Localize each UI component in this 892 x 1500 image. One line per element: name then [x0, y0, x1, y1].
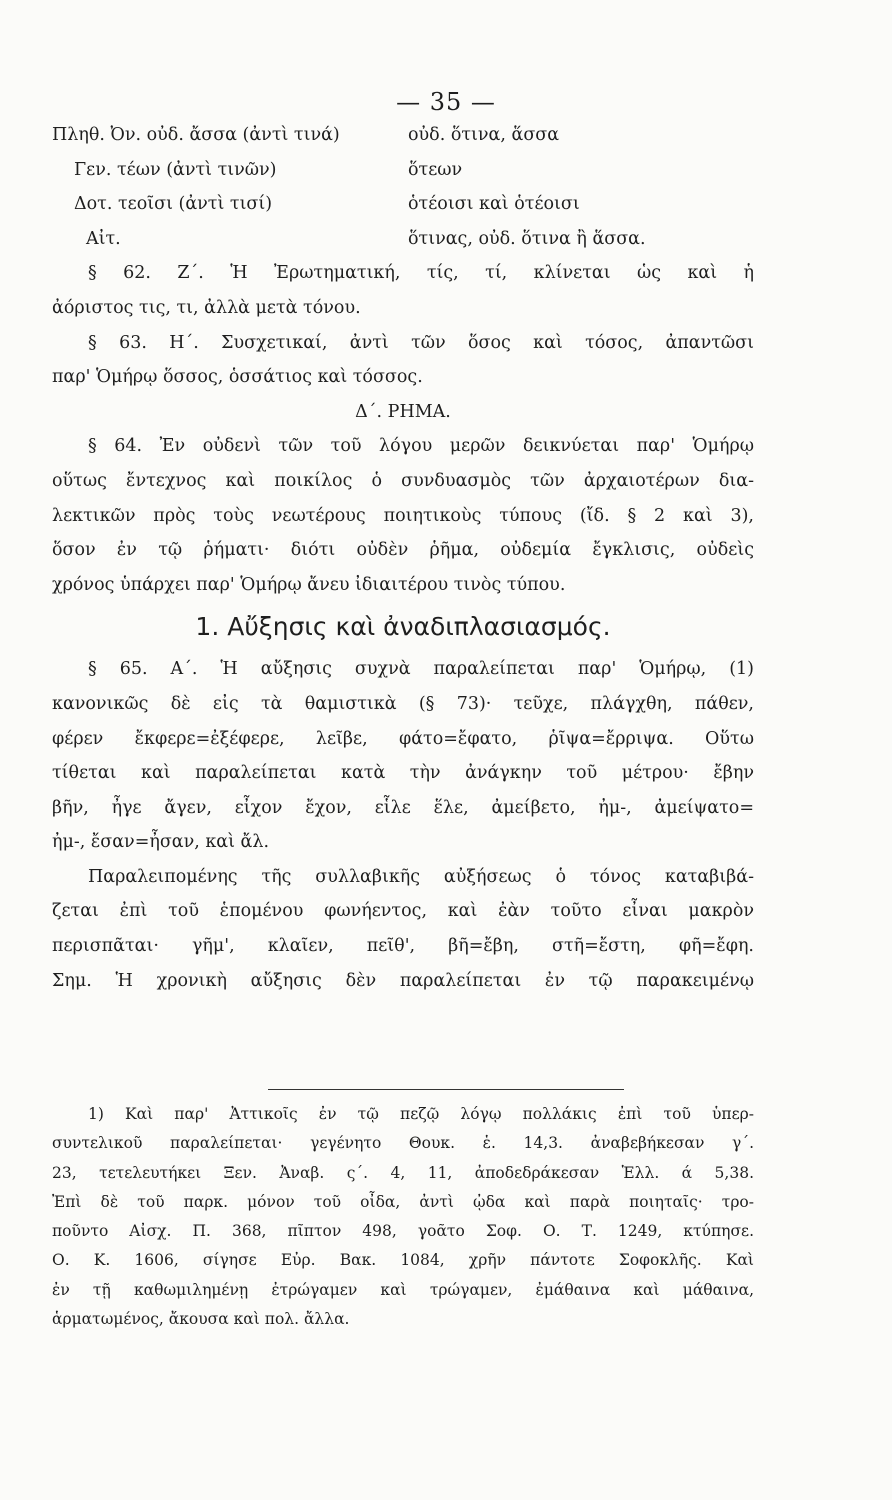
footnote-divider	[268, 1089, 624, 1090]
text-line: χρόνος ὑπάρχει παρ' Ὁμήρῳ ἄνευ ἰδιαιτέρου τινὸς τύπου.	[52, 574, 566, 595]
text-line: Παραλειπομένης τῆς συλλαβικῆς αὐξήσεως ὁ τόνος καταβιβά-	[88, 866, 754, 887]
text-line: ὅσον ἐν τῷ ῥήματι· διότι οὐδὲν ῥῆμα, οὐδεμία ἔγκλισις, οὐδεὶς	[52, 540, 754, 561]
declension-row	[52, 153, 754, 188]
declension-left: Δοτ. τεοῖσι (ἀντὶ τισί)	[74, 194, 273, 215]
main-text	[52, 118, 754, 998]
section-title: Δ΄. ΡΗΜΑ.	[355, 401, 451, 422]
text-line: βῆν, ἦγε ἄγεν, εἶχον ἔχον, εἷλε ἕλε, ἀμείβετο, ἠμ-, ἀμείψατο=	[52, 797, 754, 818]
text-line: παρ' Ὁμήρῳ ὅσσος, ὁσσάτιος καὶ τόσσος.	[52, 367, 423, 388]
text-line: ἀόριστος τις, τι, ἀλλὰ μετὰ τόνου.	[52, 297, 361, 318]
declension-left: Αἰτ.	[86, 228, 121, 249]
declension-row	[52, 222, 754, 257]
declension-row	[52, 187, 754, 222]
page-number: — 35 —	[396, 88, 496, 116]
text-line: § 65. Α΄. Ἡ αὔξησις συχνὰ παραλείπεται παρ' Ὁμήρῳ, (1)	[88, 659, 754, 680]
declension-row	[52, 118, 754, 153]
declension-right: οὐδ. ὅτινα, ἅσσα	[408, 125, 560, 145]
paragraph-64	[52, 429, 754, 602]
text-line: φέρεν ἔκφερε=ἐξέφερε, λεῖβε, φάτο=ἔφατο, ῥῖψα=ἔρριψα. Οὕτω	[52, 728, 754, 749]
footnote-line: ἐν τῇ καθωμιλημένῃ ἐτρώγαμεν καὶ τρώγαμεν, ἐμάθαινα καὶ μάθαινα,	[52, 1280, 754, 1299]
text-line: § 62. Ζ΄. Ἡ Ἐρωτηματική, τίς, τί, κλίνεται ὡς καὶ ἡ	[88, 263, 754, 284]
footnote-line: Ο. Κ. 1606, σίγησε Εὐρ. Βακ. 1084, χρῆν πάντοτε Σοφοκλῆς. Καὶ	[52, 1251, 754, 1270]
footnote-line: ποῦντο Αἰσχ. Π. 368, πῖπτον 498, γοᾶτο Σοφ. Ο. Τ. 1249, κτύπησε.	[52, 1222, 754, 1241]
footnote-line: ἁρματωμένος, ἄκουσα καὶ πολ. ἄλλα.	[52, 1310, 350, 1329]
footnote-line: 1) Καὶ παρ' Ἀττικοῖς ἐν τῷ πεζῷ λόγῳ πολλάκις ἐπὶ τοῦ ὑπερ-	[88, 1105, 754, 1123]
footnote-line: συντελικοῦ παραλείπεται· γεγένητο Θουκ. ἑ. 14,3. ἀναβεβήκεσαν γ΄.	[52, 1134, 754, 1153]
declension-table	[52, 118, 754, 256]
declension-right: ὅτινας, οὐδ. ὅτινα ἢ ἅσσα.	[408, 228, 646, 249]
declension-left: Πληθ. Ὀν. οὐδ. ἄσσα (ἀντὶ τινά)	[52, 125, 340, 145]
declension-right: ὁτέοισι καὶ ὁτέοισι	[408, 194, 580, 215]
paragraph-62	[52, 256, 754, 325]
text-line: κανονικῶς δὲ εἰς τὰ θαμιστικὰ (§ 73)· τεῦχε, πλάγχθη, πάθεν,	[52, 693, 754, 714]
text-line: λεκτικῶν πρὸς τοὺς νεωτέρους ποιητικοὺς τύπους (ἴδ. § 2 καὶ 3),	[52, 505, 754, 526]
footnote	[52, 1100, 754, 1334]
text-line: τίθεται καὶ παραλείπεται κατὰ τὴν ἀνάγκην τοῦ μέτρου· ἔβην	[52, 763, 754, 784]
paragraph-63	[52, 326, 754, 395]
text-line: ζεται ἐπὶ τοῦ ἑπομένου φωνήεντος, καὶ ἐὰν τοῦτο εἶναι μακρὸν	[52, 901, 754, 922]
text-line: οὕτως ἔντεχνος καὶ ποικίλος ὁ συνδυασμὸς τῶν ἀρχαιοτέρων δια-	[52, 470, 754, 491]
text-line: ἠμ-, ἔσαν=ἦσαν, καὶ ἄλ.	[52, 832, 270, 853]
text-line: περισπᾶται· γῆμ', κλαῖεν, πεῖθ', βῆ=ἔβη, στῆ=ἔστη, φῆ=ἔφη.	[52, 936, 754, 957]
paragraph-accent	[52, 860, 754, 998]
footnote-line: Ἐπὶ δὲ τοῦ παρκ. μόνον τοῦ οἶδα, ἀντὶ ᾠδα καὶ παρὰ ποιηταῖς· τρο-	[52, 1192, 754, 1211]
text-line: § 63. Η΄. Συσχετικαί, ἀντὶ τῶν ὅσος καὶ τόσος, ἀπαντῶσι	[88, 332, 754, 353]
footnote-line: 23, τετελευτήκει Ξεν. Ἀναβ. ς΄. 4, 11, ἀποδεδράκεσαν Ἑλλ. ά 5,38.	[52, 1163, 754, 1182]
subsection-heading: 1. Αὔξησις καὶ ἀναδιπλασιασμός.	[195, 612, 611, 642]
paragraph-65	[52, 652, 754, 860]
text-line: § 64. Ἐν οὐδενὶ τῶν τοῦ λόγου μερῶν δεικνύεται παρ' Ὁμήρῳ	[88, 436, 754, 457]
note-line: Σημ. Ἡ χρονικὴ αὔξησις δὲν παραλείπεται ἐν τῷ παρακειμένῳ	[52, 970, 754, 991]
declension-right: ὅτεων	[408, 159, 463, 180]
declension-left: Γεν. τέων (ἀντὶ τινῶν)	[74, 159, 277, 180]
